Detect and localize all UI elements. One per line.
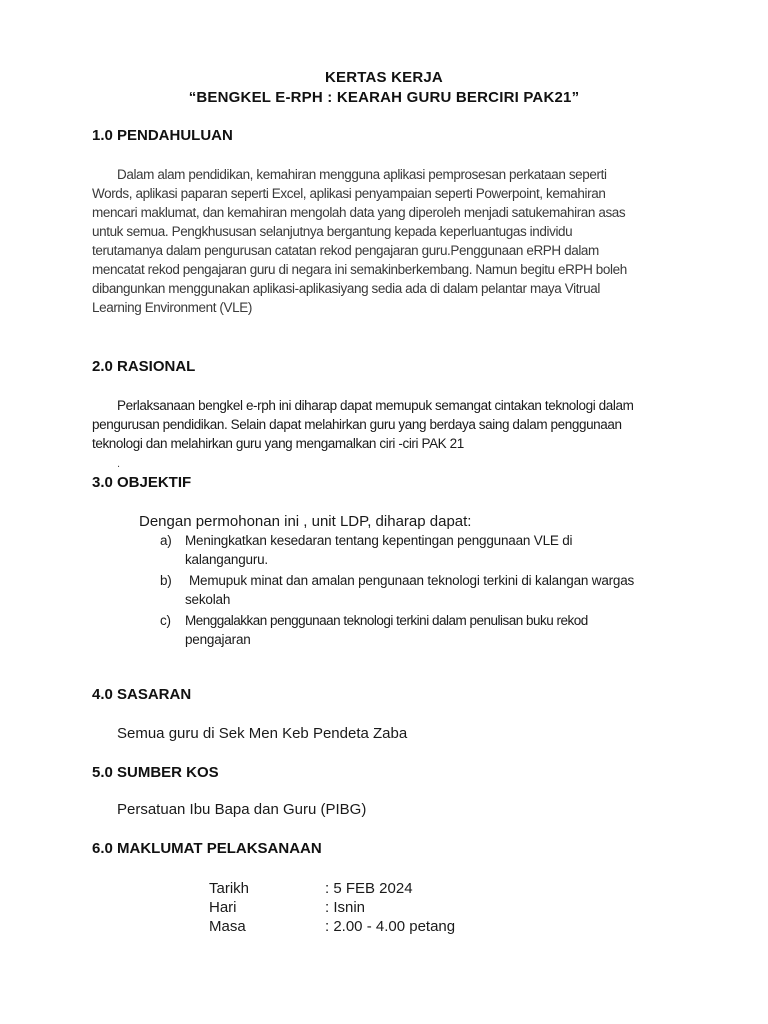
paragraph-line: teknologi dan melahirkan guru yang mengamalkan ciri -ciri PAK 21 (92, 436, 464, 451)
list-line: Memupuk minat dan amalan pengunaan teknologi terkini di kalangan wargas (189, 573, 635, 588)
section-number: 4.0 (92, 686, 113, 703)
section-number: 6.0 (92, 840, 113, 857)
list-item (160, 611, 675, 649)
detail-value: : 2.00 - 4.00 petang (325, 918, 456, 935)
paragraph-line: Words, aplikasi paparan seperti Excel, aplikasi penyampaian seperti Powerpoint, kemahiran (92, 186, 606, 201)
paragraph-line: terutamanya dalam pengurusan catatan rekod pengajaran guru.Penggunaan eRPH dalam (92, 243, 599, 258)
section-number: 1.0 (92, 127, 113, 144)
pelaksanaan-details (209, 879, 455, 936)
list-line: kalanganguru. (185, 552, 268, 567)
list-word: kesedaran tentang (270, 533, 379, 548)
paragraph-line: Perlaksanaan bengkel e-rph ini diharap dapat memupuk semangat cintakan teknologi dalam (117, 398, 634, 413)
list-item (160, 571, 675, 609)
detail-value: : 5 FEB 2024 (325, 880, 413, 897)
stray-period: . (117, 458, 121, 470)
paragraph-line: Learning Environment (VLE) (92, 300, 252, 315)
paragraph-line: mencari maklumat, dan kemahiran mengolah data yang diperoleh menjadi satukemahiran asas (92, 205, 626, 220)
section-title: SASARAN (117, 686, 192, 703)
paragraph-line: pengurusan pendidikan. Selain dapat melahirkan guru yang berdaya saing dalam penggunaan (92, 417, 622, 432)
detail-key: Hari (209, 899, 237, 916)
detail-key: Tarikh (209, 880, 250, 897)
paragraph-line: Dalam alam pendidikan, kemahiran mengguna aplikasi pemprosesan perkataan seperti (117, 167, 607, 182)
sumber-kos-text: Persatuan Ibu Bapa dan Guru (PIBG) (117, 801, 367, 818)
pendahuluan-paragraph (92, 165, 627, 317)
section-number: 5.0 (92, 764, 113, 781)
list-marker: c) (160, 613, 171, 628)
document-title: KERTAS KERJA (325, 69, 443, 86)
paragraph-line: mencatat rekod pengajaran guru di negara ini semakinberkembang. Namun begitu eRPH boleh (92, 262, 627, 277)
section-title: OBJEKTIF (117, 474, 192, 491)
section-heading-pendahuluan (92, 127, 233, 144)
detail-row-tarikh (209, 879, 455, 898)
paragraph-line: untuk semua. Pengkhususan selanjutnya bergantung kepada keperluantugas individu (92, 224, 573, 239)
list-word: Meningkatkan (185, 533, 267, 548)
objektif-intro: Dengan permohonan ini , unit LDP, diharap dapat: (139, 513, 472, 530)
list-word: kepentingan penggunaan VLE di (382, 533, 573, 548)
list-item (160, 531, 675, 569)
section-title: MAKLUMAT PELAKSANAAN (117, 840, 322, 857)
section-heading-objektif (92, 474, 191, 491)
section-title: SUMBER KOS (117, 764, 219, 781)
detail-row-masa (209, 917, 455, 936)
objektif-list (160, 531, 675, 651)
detail-row-hari (209, 898, 455, 917)
rasional-paragraph (92, 396, 633, 453)
section-heading-rasional (92, 358, 195, 375)
section-title: RASIONAL (117, 358, 196, 375)
section-title: PENDAHULUAN (117, 127, 233, 144)
list-marker: a) (160, 533, 172, 548)
section-number: 2.0 (92, 358, 113, 375)
section-heading-sasaran (92, 686, 191, 703)
list-line: Menggalakkan penggunaan teknologi terkini dalam penulisan buku rekod (185, 613, 588, 628)
document-subtitle: “BENGKEL E-RPH : KEARAH GURU BERCIRI PAK21” (188, 89, 580, 106)
paragraph-line: dibangunkan menggunakan aplikasi-aplikasiyang sedia ada di dalam pelantar maya Vitrual (92, 281, 600, 296)
section-number: 3.0 (92, 474, 113, 491)
section-heading-sumber-kos (92, 764, 219, 781)
sasaran-text: Semua guru di Sek Men Keb Pendeta Zaba (117, 725, 408, 742)
list-line: sekolah (185, 592, 231, 607)
detail-value: : Isnin (325, 899, 366, 916)
detail-key: Masa (209, 918, 246, 935)
section-heading-maklumat-pelaksanaan (92, 840, 322, 857)
list-line (185, 531, 675, 550)
list-marker: b) (160, 573, 172, 588)
list-line: pengajaran (185, 632, 251, 647)
